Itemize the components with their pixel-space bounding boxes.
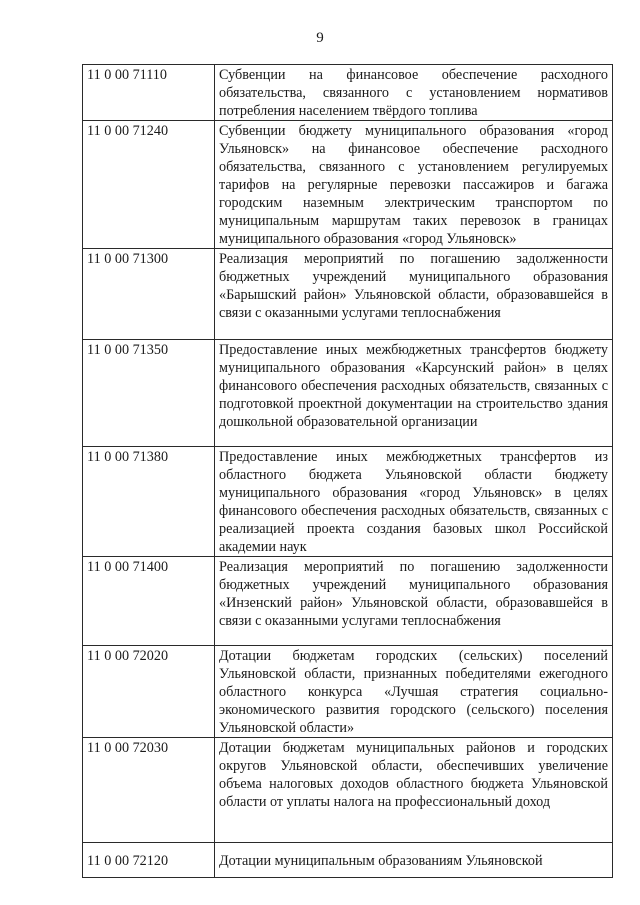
budget-codes-table [82, 64, 613, 878]
table-row [83, 557, 613, 646]
table-row [83, 738, 613, 843]
table-row [83, 65, 613, 121]
table-row [83, 249, 613, 340]
budget-description: Реализация мероприятий по погашению задолженности бюджетных учреждений муниципального образования «Барышский район» Ульяновской области, образовавшейся в связи с оказанными услугами теплоснабжения [215, 249, 613, 340]
budget-code: 11 0 00 72020 [83, 646, 215, 738]
budget-description: Дотации муниципальным образованиям Ульяновской [215, 843, 613, 878]
budget-code: 11 0 00 71400 [83, 557, 215, 646]
table-row [83, 447, 613, 557]
budget-description: Дотации бюджетам муниципальных районов и городских округов Ульяновской области, обеспечивших увеличение объема налоговых доходов областного бюджета Ульяновской области от уплаты налога на профессиональный доход [215, 738, 613, 843]
budget-description: Субвенции бюджету муниципального образования «город Ульяновск» на финансовое обеспечение расходного обязательства, связанного с установлением регулируемых тарифов на регулярные перевозки пассажиров и багажа городским наземным электрическим транспортом по муниципальным маршрутам таких перевозок в границах муниципального образования «город Ульяновск» [215, 121, 613, 249]
budget-description: Дотации бюджетам городских (сельских) поселений Ульяновской области, признанных победителями ежегодного областного конкурса «Лучшая стратегия социально-экономического развития городского (сельского) поселения Ульяновской области» [215, 646, 613, 738]
table-row [83, 843, 613, 878]
budget-code: 11 0 00 71350 [83, 340, 215, 447]
budget-description: Предоставление иных межбюджетных трансфертов бюджету муниципального образования «Карсунский район» в целях финансового обеспечения расходных обязательств, связанных с подготовкой проектной документации на строительство здания дошкольной образовательной организации [215, 340, 613, 447]
budget-code: 11 0 00 71380 [83, 447, 215, 557]
budget-code: 11 0 00 72120 [83, 843, 215, 878]
table-row [83, 121, 613, 249]
budget-code: 11 0 00 71240 [83, 121, 215, 249]
page-number: 9 [316, 30, 324, 46]
budget-code: 11 0 00 71110 [83, 65, 215, 121]
table-row [83, 646, 613, 738]
budget-description: Реализация мероприятий по погашению задолженности бюджетных учреждений муниципального образования «Инзенский район» Ульяновской области, образовавшейся в связи с оказанными услугами теплоснабжения [215, 557, 613, 646]
budget-code: 11 0 00 72030 [83, 738, 215, 843]
budget-description: Предоставление иных межбюджетных трансфертов из областного бюджета Ульяновской области бюджету муниципального образования «город Ульяновск» в целях финансового обеспечения расходных обязательств, связанных с реализацией проекта создания базовых школ Российской академии наук [215, 447, 613, 557]
budget-code: 11 0 00 71300 [83, 249, 215, 340]
budget-description: Субвенции на финансовое обеспечение расходного обязательства, связанного с установлением нормативов потребления населением твёрдого топлива [215, 65, 613, 121]
table-row [83, 340, 613, 447]
